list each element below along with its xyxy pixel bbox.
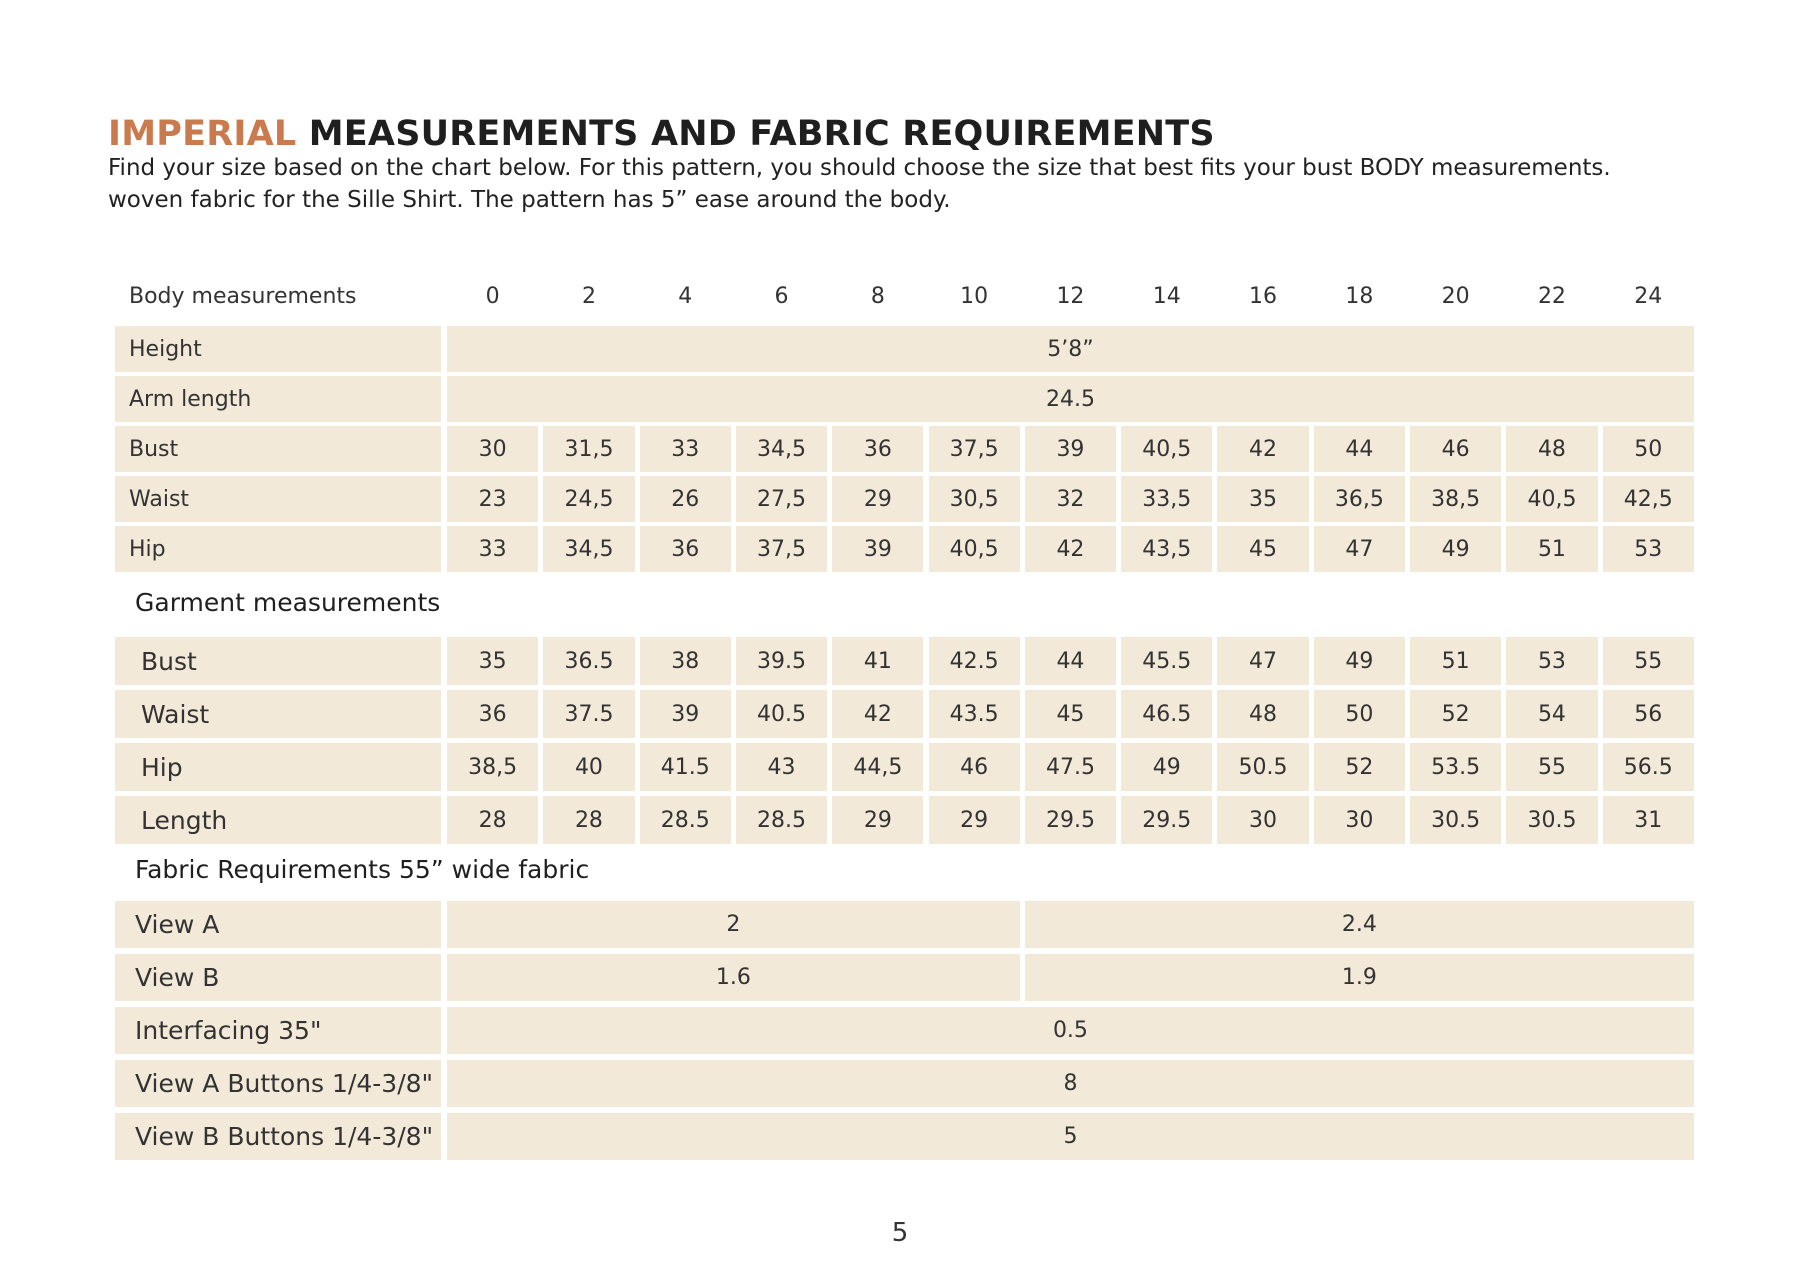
table-cell: 33 bbox=[640, 426, 731, 472]
table-cell: 41 bbox=[832, 637, 923, 685]
table-cell: 53 bbox=[1506, 637, 1597, 685]
table-cell: 53.5 bbox=[1410, 743, 1501, 791]
table-cell: 30 bbox=[447, 426, 538, 472]
size-header: 4 bbox=[678, 283, 693, 309]
table-cell: 41.5 bbox=[640, 743, 731, 791]
table-cell: 36 bbox=[640, 526, 731, 572]
page-title bbox=[108, 112, 1215, 156]
table-cell: 47.5 bbox=[1025, 743, 1116, 791]
table-cell: 36,5 bbox=[1314, 476, 1405, 522]
table-cell: 37.5 bbox=[543, 690, 634, 738]
table-cell: 37,5 bbox=[929, 426, 1020, 472]
table-cell: 55 bbox=[1603, 637, 1694, 685]
table-cell: 33,5 bbox=[1121, 476, 1212, 522]
table-cell: 56.5 bbox=[1603, 743, 1694, 791]
table-cell: 27,5 bbox=[736, 476, 827, 522]
table-cell: 30 bbox=[1217, 796, 1308, 844]
table-cell: 30.5 bbox=[1410, 796, 1501, 844]
row-value-height: 5’8” bbox=[447, 326, 1694, 372]
table-cell: 52 bbox=[1314, 743, 1405, 791]
table-cell: 29 bbox=[929, 796, 1020, 844]
table-cell: 39 bbox=[640, 690, 731, 738]
table-cell: 42 bbox=[1217, 426, 1308, 472]
table-cell: 29.5 bbox=[1121, 796, 1212, 844]
table-cell: 29 bbox=[832, 796, 923, 844]
intro-line-1: Find your size based on the chart below. For this pattern, you should choose the size that best fits your bust BODY measurements. bbox=[108, 155, 1611, 181]
fabric-requirements-header: Fabric Requirements 55” wide fabric bbox=[135, 855, 590, 884]
size-header: 0 bbox=[485, 283, 500, 309]
intro-text bbox=[108, 152, 1748, 216]
table-cell: 29 bbox=[832, 476, 923, 522]
fabric-label-view-a: View A bbox=[115, 901, 441, 948]
table-cell: 38,5 bbox=[1410, 476, 1501, 522]
size-header: 18 bbox=[1345, 283, 1374, 309]
table-cell: 38 bbox=[640, 637, 731, 685]
table-cell: 54 bbox=[1506, 690, 1597, 738]
table-cell: 50 bbox=[1314, 690, 1405, 738]
table-cell: 43.5 bbox=[929, 690, 1020, 738]
size-header: 16 bbox=[1249, 283, 1278, 309]
table-cell: 40 bbox=[543, 743, 634, 791]
garment-label-waist: Waist bbox=[115, 690, 441, 738]
table-cell: 31 bbox=[1603, 796, 1694, 844]
fabric-value-view-a-buttons-1-4-3-8: 8 bbox=[447, 1060, 1694, 1107]
row-label-arm-length: Arm length bbox=[115, 376, 441, 422]
table-cell: 53 bbox=[1603, 526, 1694, 572]
table-cell: 39 bbox=[1025, 426, 1116, 472]
table-cell: 48 bbox=[1506, 426, 1597, 472]
table-cell: 50.5 bbox=[1217, 743, 1308, 791]
body-measurements-header: Body measurements bbox=[129, 283, 357, 309]
table-cell: 44,5 bbox=[832, 743, 923, 791]
table-cell: 31,5 bbox=[543, 426, 634, 472]
table-cell: 36 bbox=[447, 690, 538, 738]
table-cell: 26 bbox=[640, 476, 731, 522]
table-cell: 35 bbox=[447, 637, 538, 685]
table-cell: 50 bbox=[1603, 426, 1694, 472]
size-header: 20 bbox=[1441, 283, 1470, 309]
table-cell: 33 bbox=[447, 526, 538, 572]
table-cell: 49 bbox=[1121, 743, 1212, 791]
row-label-height: Height bbox=[115, 326, 441, 372]
table-cell: 29.5 bbox=[1025, 796, 1116, 844]
table-cell: 46 bbox=[1410, 426, 1501, 472]
garment-label-bust: Bust bbox=[115, 637, 441, 685]
table-cell: 48 bbox=[1217, 690, 1308, 738]
intro-line-2: woven fabric for the Sille Shirt. The pattern has 5” ease around the body. bbox=[108, 187, 951, 213]
size-header: 12 bbox=[1056, 283, 1085, 309]
table-cell: 39 bbox=[832, 526, 923, 572]
table-cell: 55 bbox=[1506, 743, 1597, 791]
row-label-bust: Bust bbox=[115, 426, 441, 472]
table-cell: 49 bbox=[1314, 637, 1405, 685]
fabric-value-view-b-sizes-12-24: 1.9 bbox=[1025, 954, 1694, 1001]
fabric-label-interfacing-35: Interfacing 35" bbox=[115, 1007, 441, 1054]
fabric-label-view-b-buttons-1-4-3-8: View B Buttons 1/4-3/8" bbox=[115, 1113, 441, 1160]
title-accent: IMPERIAL bbox=[108, 114, 297, 154]
table-cell: 39.5 bbox=[736, 637, 827, 685]
table-cell: 42,5 bbox=[1603, 476, 1694, 522]
table-cell: 45 bbox=[1217, 526, 1308, 572]
size-header: 6 bbox=[774, 283, 789, 309]
table-cell: 51 bbox=[1506, 526, 1597, 572]
table-cell: 51 bbox=[1410, 637, 1501, 685]
size-header: 8 bbox=[870, 283, 885, 309]
table-cell: 40,5 bbox=[1121, 426, 1212, 472]
table-cell: 32 bbox=[1025, 476, 1116, 522]
table-cell: 44 bbox=[1314, 426, 1405, 472]
table-cell: 38,5 bbox=[447, 743, 538, 791]
table-cell: 28.5 bbox=[640, 796, 731, 844]
title-rest: MEASUREMENTS AND FABRIC REQUIREMENTS bbox=[308, 114, 1215, 154]
table-cell: 49 bbox=[1410, 526, 1501, 572]
table-cell: 36.5 bbox=[543, 637, 634, 685]
table-cell: 23 bbox=[447, 476, 538, 522]
garment-label-length: Length bbox=[115, 796, 441, 844]
table-cell: 47 bbox=[1217, 637, 1308, 685]
table-cell: 28.5 bbox=[736, 796, 827, 844]
table-cell: 30 bbox=[1314, 796, 1405, 844]
table-cell: 46 bbox=[929, 743, 1020, 791]
table-cell: 37,5 bbox=[736, 526, 827, 572]
table-cell: 40.5 bbox=[736, 690, 827, 738]
table-cell: 28 bbox=[543, 796, 634, 844]
fabric-value-view-a-sizes-12-24: 2.4 bbox=[1025, 901, 1694, 948]
table-cell: 42 bbox=[832, 690, 923, 738]
fabric-label-view-b: View B bbox=[115, 954, 441, 1001]
table-cell: 45 bbox=[1025, 690, 1116, 738]
table-cell: 40,5 bbox=[929, 526, 1020, 572]
table-cell: 28 bbox=[447, 796, 538, 844]
fabric-label-view-a-buttons-1-4-3-8: View A Buttons 1/4-3/8" bbox=[115, 1060, 441, 1107]
row-label-waist: Waist bbox=[115, 476, 441, 522]
table-cell: 30.5 bbox=[1506, 796, 1597, 844]
table-cell: 56 bbox=[1603, 690, 1694, 738]
table-cell: 34,5 bbox=[543, 526, 634, 572]
table-cell: 43,5 bbox=[1121, 526, 1212, 572]
page-number: 5 bbox=[891, 1218, 909, 1248]
garment-measurements-header: Garment measurements bbox=[135, 588, 441, 617]
table-cell: 42.5 bbox=[929, 637, 1020, 685]
fabric-value-view-a-sizes-0-10: 2 bbox=[447, 901, 1020, 948]
size-header: 22 bbox=[1537, 283, 1566, 309]
table-cell: 44 bbox=[1025, 637, 1116, 685]
fabric-value-interfacing-35: 0.5 bbox=[447, 1007, 1694, 1054]
fabric-value-view-b-sizes-0-10: 1.6 bbox=[447, 954, 1020, 1001]
row-label-hip: Hip bbox=[115, 526, 441, 572]
table-cell: 45.5 bbox=[1121, 637, 1212, 685]
fabric-value-view-b-buttons-1-4-3-8: 5 bbox=[447, 1113, 1694, 1160]
table-cell: 47 bbox=[1314, 526, 1405, 572]
size-header: 2 bbox=[581, 283, 596, 309]
table-cell: 24,5 bbox=[543, 476, 634, 522]
table-cell: 30,5 bbox=[929, 476, 1020, 522]
table-cell: 40,5 bbox=[1506, 476, 1597, 522]
table-cell: 46.5 bbox=[1121, 690, 1212, 738]
size-header: 24 bbox=[1634, 283, 1663, 309]
table-cell: 34,5 bbox=[736, 426, 827, 472]
table-cell: 42 bbox=[1025, 526, 1116, 572]
garment-label-hip: Hip bbox=[115, 743, 441, 791]
size-header: 10 bbox=[960, 283, 989, 309]
table-cell: 52 bbox=[1410, 690, 1501, 738]
table-cell: 36 bbox=[832, 426, 923, 472]
table-cell: 35 bbox=[1217, 476, 1308, 522]
table-cell: 43 bbox=[736, 743, 827, 791]
row-value-arm-length: 24.5 bbox=[447, 376, 1694, 422]
size-header: 14 bbox=[1152, 283, 1181, 309]
